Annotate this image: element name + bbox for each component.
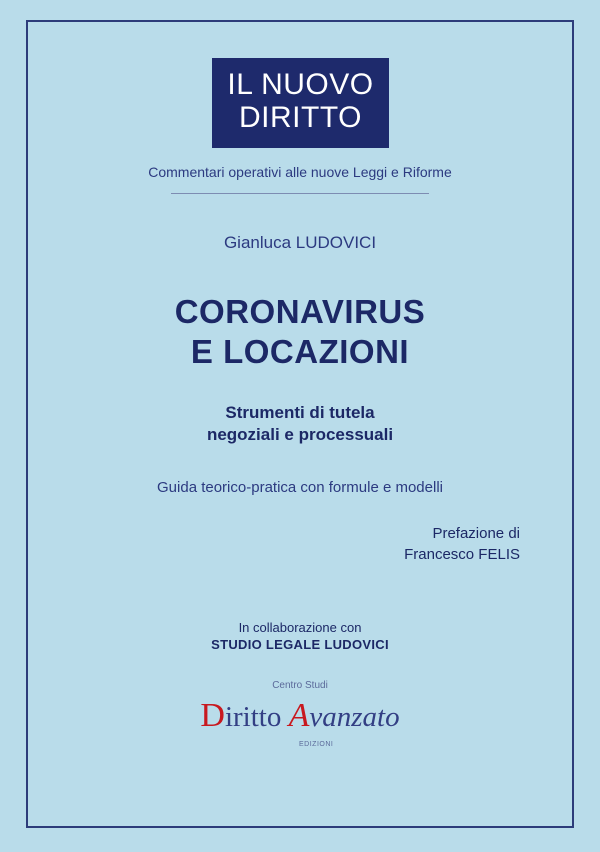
publisher-edizioni: EDIZIONI	[299, 741, 334, 748]
book-title-line1: CORONAVIRUS	[174, 293, 426, 330]
collaboration-credit	[0, 619, 600, 653]
book-subtitle	[0, 402, 600, 446]
collaboration-studio: STUDIO LEGALE LUDOVICI	[211, 637, 389, 652]
collaboration-label: In collaborazione con	[238, 620, 362, 635]
guide-description: Guida teorico-pratica con formule e modelli	[157, 479, 443, 496]
series-tagline: Commentari operativi alle nuove Leggi e Riforme	[148, 164, 452, 180]
divider-line	[171, 193, 429, 194]
publisher-logo-word1: iritto	[224, 701, 289, 733]
publisher-centro-label: Centro Studi	[272, 680, 328, 691]
publisher-logo-d: D	[200, 697, 225, 734]
preface-author: Francesco FELIS	[404, 546, 520, 563]
publisher-logo	[0, 697, 600, 735]
series-name-line2: DIRITTO	[239, 101, 362, 134]
preface-credit	[404, 523, 520, 565]
book-subtitle-line1: Strumenti di tutela	[225, 403, 375, 422]
book-title	[0, 292, 600, 372]
preface-label: Prefazione di	[432, 525, 520, 542]
series-name-line1: IL NUOVO	[227, 68, 374, 101]
book-subtitle-line2: negoziali e processuali	[206, 425, 394, 444]
publisher-logo-word2: vanzato	[309, 701, 400, 733]
author-name: Gianluca LUDOVICI	[223, 233, 377, 252]
series-logo-box	[212, 58, 389, 148]
book-title-line2: E LOCAZIONI	[190, 333, 410, 370]
publisher-logo-a: A	[288, 697, 310, 734]
